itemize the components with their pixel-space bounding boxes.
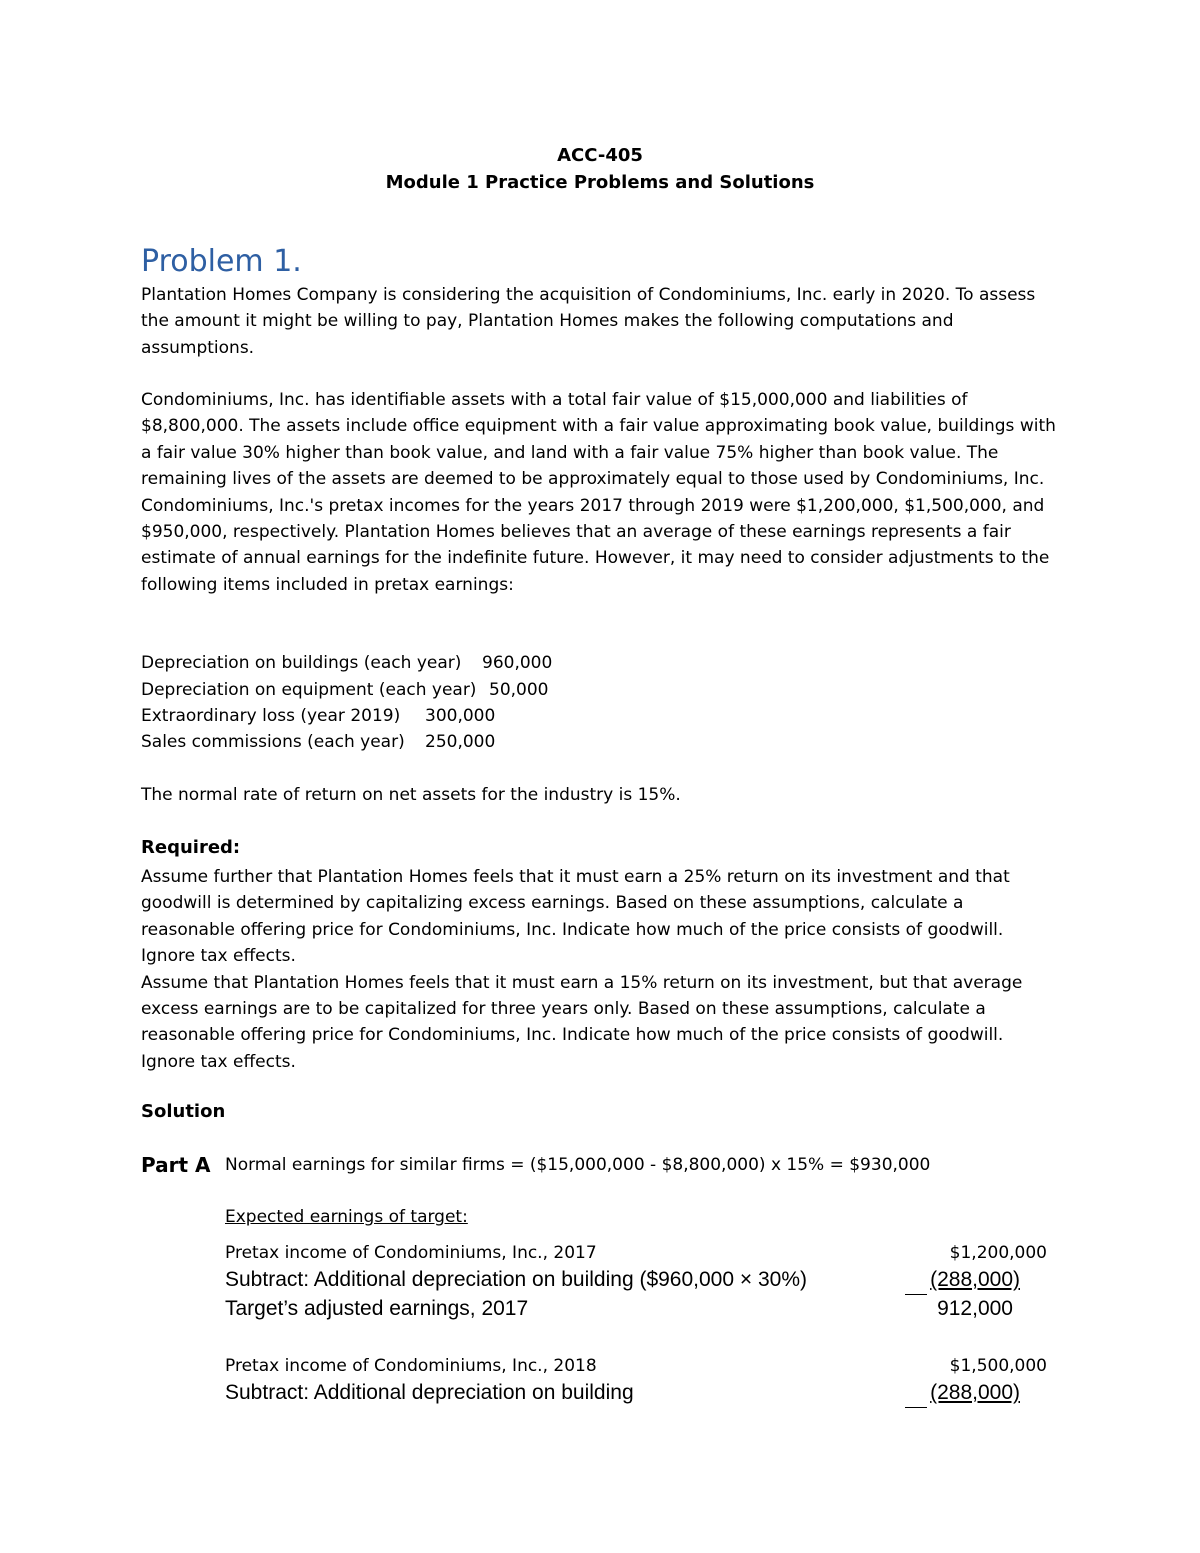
row-label: Pretax income of Condominiums, Inc., 2018 xyxy=(225,1356,597,1376)
row-label: Target’s adjusted earnings, 2017 xyxy=(225,1297,529,1320)
item-value: 300,000 xyxy=(425,706,496,726)
row-amount: (288,000) xyxy=(930,1268,1020,1291)
problem-intro xyxy=(141,282,1061,361)
item-label: Depreciation on buildings (each year) xyxy=(141,653,462,673)
row-label: Subtract: Additional depreciation on building xyxy=(225,1381,634,1404)
item-value: 50,000 xyxy=(489,680,549,700)
underline-leader xyxy=(905,1407,927,1408)
item-label: Depreciation on equipment (each year) xyxy=(141,680,477,700)
intro-paragraph: Plantation Homes Company is considering the acquisition of Condominiums, Inc. early in 2020. To assess the amount it might be willing to pay, Plantation Homes makes the following computations and assumptions. xyxy=(141,285,1036,358)
normal-earnings-text: Normal earnings for similar firms = ($15,000,000 - $8,800,000) x 15% = $930,000 xyxy=(225,1155,931,1175)
required-label: Required: xyxy=(141,837,241,858)
course-code: ACC-405 xyxy=(557,145,643,166)
problem-heading: Problem 1. xyxy=(141,244,302,279)
required-section xyxy=(141,864,1061,1075)
assets-paragraph: Condominiums, Inc. has identifiable assets with a total fair value of $15,000,000 and liabilities of $8,800,000. The assets include office equipment with a fair value approximating book value, buildings with a fair value 30% higher than book value, and land with a fair value 75% higher than book value. The remaining lives of the assets are deemed to be approximately equal to those used by Condominiums, Inc. xyxy=(141,390,1056,490)
row-label: Subtract: Additional depreciation on building ($960,000 × 30%) xyxy=(225,1268,807,1291)
part-a-label: Part A xyxy=(141,1153,211,1177)
item-value: 960,000 xyxy=(482,653,553,673)
required-part-b: Assume that Plantation Homes feels that it must earn a 15% return on its investment, but that average excess earnings are to be capitalized for three years only. Based on these assumptions, calculate a reasonable offering price for Condominiums, Inc. Indicate how much of the price consists of goodwill. Ignore tax effects. xyxy=(141,972,1023,1072)
row-amount: $1,500,000 xyxy=(949,1356,1047,1376)
underline-leader xyxy=(905,1294,927,1295)
row-label: Pretax income of Condominiums, Inc., 2017 xyxy=(225,1243,597,1263)
document-title: Module 1 Practice Problems and Solutions xyxy=(385,172,815,193)
income-paragraph: Condominiums, Inc.'s pretax incomes for the years 2017 through 2019 were $1,200,000, $1,500,000, and $950,000, respectively. Plantation Homes believes that an average of these earnings represents a fair estimate of annual earnings for the indefinite future. However, it may need to consider adjustments to the following items included in pretax earnings: xyxy=(141,495,1050,595)
problem-details xyxy=(141,387,1061,598)
row-amount: (288,000) xyxy=(930,1381,1020,1404)
item-value: 250,000 xyxy=(425,732,496,752)
item-label: Extraordinary loss (year 2019) xyxy=(141,706,401,726)
solution-label: Solution xyxy=(141,1101,226,1122)
required-part-a: Assume further that Plantation Homes feels that it must earn a 25% return on its investment and that goodwill is determined by capitalizing excess earnings. Based on these assumptions, calculate a reasonable offering price for Condominiums, Inc. Indicate how much of the price consists of goodwill. Ignore tax effects. xyxy=(141,867,1010,967)
item-label: Sales commissions (each year) xyxy=(141,732,405,752)
row-amount: 912,000 xyxy=(937,1297,1013,1320)
row-amount: $1,200,000 xyxy=(949,1243,1047,1263)
expected-earnings-label: Expected earnings of target: xyxy=(225,1207,468,1227)
normal-rate-text: The normal rate of return on net assets for the industry is 15%. xyxy=(141,785,681,805)
